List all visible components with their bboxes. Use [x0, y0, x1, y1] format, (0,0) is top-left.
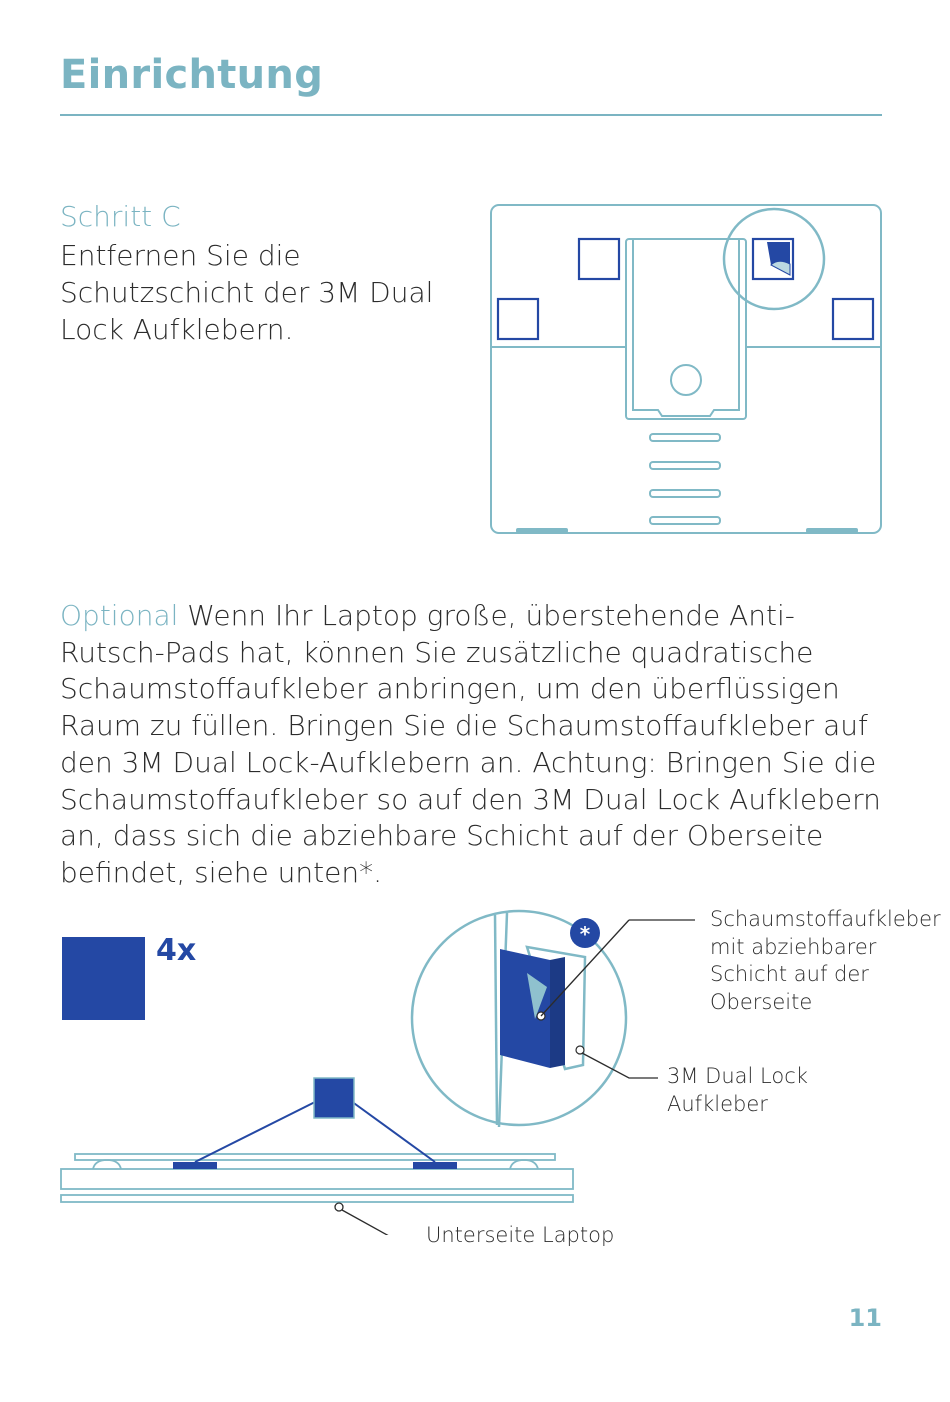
page-number: 11	[848, 1304, 882, 1332]
optional-text: Wenn Ihr Laptop große, überstehende Anti-Rutsch-Pads hat, können Sie zusätzliche quadratische Schaumstoffaufkleber anbringen, um den überflüssigen Raum zu füllen. Bringen Sie die Schaumstoffaufkleber auf den 3M Dual Lock-Aufklebern an. Achtung: Bringen Sie die Schaumstoffaufkleber so auf den 3M Dual Lock Aufklebern an, dass sich die abziehbare Schicht auf der Oberseite befindet, siehe unten*.	[60, 599, 881, 889]
foam-sticker-diagram	[55, 905, 695, 1235]
callout-foam-sticker: Schaumstoffaufkleber mit abziehbarer Schicht auf der Oberseite	[710, 907, 941, 1014]
foam-sticker-icon	[62, 937, 145, 1020]
sticker-count: 4x	[156, 933, 197, 968]
callout-dual-lock: 3M Dual Lock Aufkleber	[667, 1064, 808, 1116]
stand-stickers-diagram	[488, 202, 884, 538]
page-title: Einrichtung	[60, 52, 324, 98]
step-label: Schritt C	[60, 200, 181, 233]
sticker-right	[833, 299, 873, 339]
callout-laptop-underside: Unterseite Laptop	[426, 1223, 615, 1247]
optional-label: Optional	[60, 599, 179, 632]
sticker-left	[498, 299, 538, 339]
title-divider	[60, 114, 882, 116]
asterisk-badge-label: *	[579, 922, 591, 946]
sticker-top-left	[579, 239, 619, 279]
optional-instruction	[60, 598, 890, 892]
step-instruction: Entfernen Sie die Schutzschicht der 3M Dual Lock Aufklebern.	[60, 239, 434, 346]
